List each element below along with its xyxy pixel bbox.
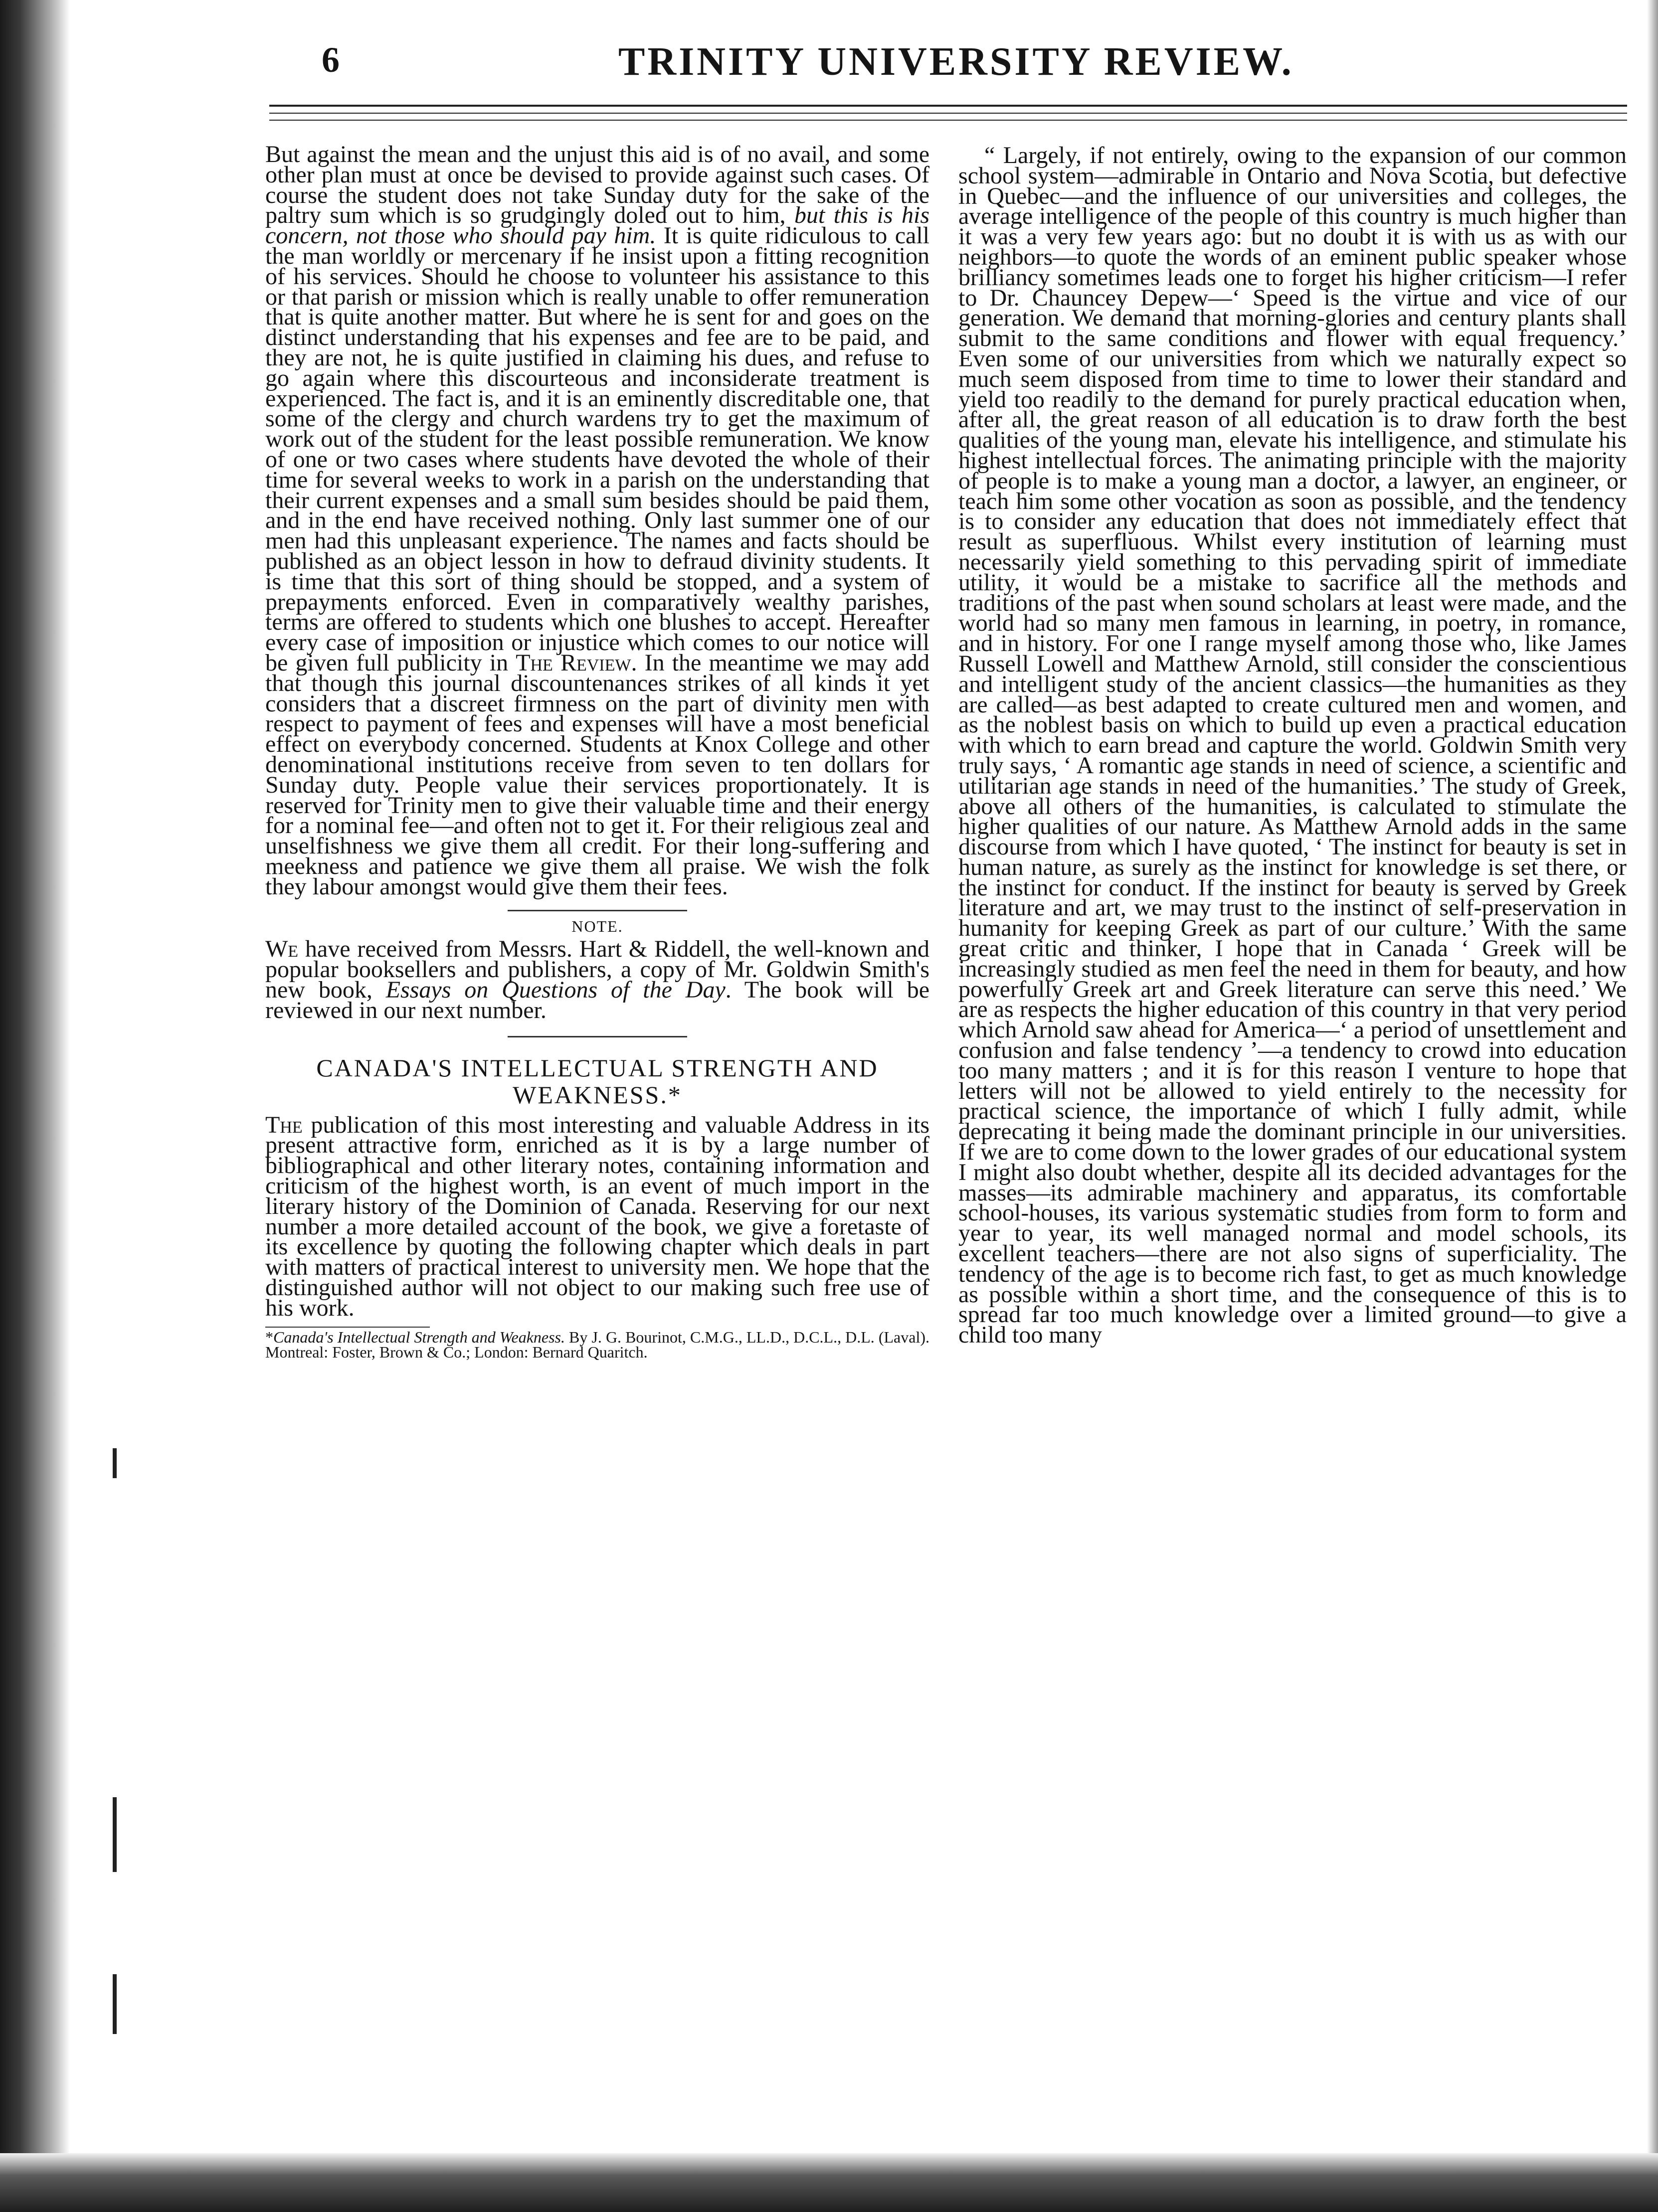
article-intro-paragraph: The publication of this most interesting and valuable Address in its present attractive form, enriched as it is by a large number of bibliographical and other literary notes, containing information and criticism of the highest worth, is an event of much import in the literary history of the Dominion of Canada. Reserving for our next number a more detailed account of the book, we give a foretaste of its excellence by quoting the following chapter which deals in part with matters of practical interest to university men. We hope that the distinguished author will not object to our making such free use of his work. — [265, 1111, 929, 1321]
article-title: CANADA'S INTELLECTUAL STRENGTH AND WEAKNESS.* — [316, 1053, 879, 1109]
section-divider-2 — [508, 1036, 687, 1037]
page-number: 6 — [322, 40, 340, 80]
quoted-chapter-paragraph: “ Largely, if not entirely, owing to the expansion of our common school system—admirable in Ontario and Nova Scotia, but defective in Quebec—and the influence of our universities and colleges, the average intelligence of the people of this country is much higher than it was a very few years ago: but no doubt it is with us as with our neighbors—to quote the words of an eminent public speaker whose brilliancy sometimes leads one to forget his higher criticism—I refer to Dr. Chauncey Depew—‘ Speed is the virtue and vice of our generation. We demand that morning-glories and century plants shall submit to the same conditions and flower with equal frequency.’ Even some of our universities from which we naturally expect so much seem disposed from time to time to lower their standard and yield too readily to the demand for purely practical education when, after all, the great reason of all education is to draw forth the best qualities of the young man, elevate his intelligence, and stimulate his highest intellectual forces. The animating principle with the majority of people is to make a young man a doctor, a lawyer, an engineer, or teach him some other vocation as soon as possible, and the tendency is to consider any education that does not immediately effect that result as superfluous. Whilst every institution of learning must necessarily yield something to this pervading spirit of immediate utility, it would be a mistake to sacrifice all the methods and traditions of the past when sound scholars at least were made, and the world had so many men famous in learning, in poetry, in romance, and in history. For one I range myself among those who, like James Russell Lowell and Matthew Arnold, still consider the conscientious and intelligent study of the ancient classics—the humanities as they are called—as best adapted to create cultured men and women, and as the noblest basis on which to build up even a practical education with which to earn bread and capture the world. Goldwin Smith very truly says, ‘ A romantic age stands in need of science, a scientific and utilitarian age stands in need of the humanities.’ The study of Greek, above all others of the humanities, is calculated to stimulate the higher qualities of our nature. As Matthew Arnold adds in the same discourse from which I have quoted, ‘ The instinct for beauty is set in human nature, as surely as the instinct for knowledge is set there, or the instinct for conduct. If the instinct for beauty is served by Greek literature and art, we may trust to the instinct of self-preservation in humanity for keeping Greek as part of our culture.’ With the same great critic and thinker, I hope that in Canada ‘ Greek will be increasingly studied as men feel the need in them for beauty, and how powerfully Greek art and Greek literature can serve this need.’ We are as respects the higher education of this country in that very period which Arnold saw ahead for America—‘ a period of unsettlement and confusion and false tendency ’—a tendency to crowd into education too many matters ; and it is for this reason I venture to hope that letters will not be allowed to yield entirely to the necessity for practical science, the importance of which I fully admit, while deprecating it being made the dominant principle in our universities. If we are to come down to the lower grades of our educational system I might also doubt whether, despite all its decided advantages for the masses—its admirable machinery and apparatus, its comfortable school-houses, its various systematic studies from form to form and year to year, its well managed normal and model schools, its excellent teachers—there are not also signs of superficiality. The tendency of the age is to become rich fast, to get as much knowledge as possible within a short time, and the consequence of this is to spread far too much knowledge over a limited ground—to give a child too many — [958, 142, 1627, 1349]
right-column — [958, 142, 1627, 1349]
left-column — [265, 141, 930, 1361]
editorial-paragraph: But against the mean and the unjust this aid is of no avail, and some other plan must at once be devised to provide against such cases. Of course the student does not take Sunday duty for the sake of the paltry sum which is so grudgingly doled out to him, but this is his concern, not those who should pay him. It is quite ridiculous to call the man worldly or mercenary if he insist upon a fitting recognition of his services. Should he choose to volunteer his assistance to this or that parish or mission which is really unable to offer remuneration that is quite another matter. But where he is sent for and goes on the distinct understanding that his expenses and fee are to be paid, and they are not, he is quite justified in claiming his dues, and refuse to go again where this discourteous and inconsiderate treatment is experienced. The fact is, and it is an eminently discreditable one, that some of the clergy and church wardens try to get the maximum of work out of the student for the least possible remuneration. We know of one or two cases where students have devoted the whole of their time for several weeks to work in a parish on the understanding that their current expenses and a small sum besides should be paid them, and in the end have received nothing. Only last summer one of our men had this unpleasant experience. The names and facts should be published as an object lesson in how to defraud divinity students. It is time that this sort of thing should be stopped, and a system of prepayments enforced. Even in comparatively wealthy parishes, terms are offered to students which one blushes to accept. Hereafter every case of imposition or injustice which comes to our notice will be given full publicity in The Review. In the meantime we may add that though this journal discountenances strikes of all kinds it yet considers that a discreet firmness on the part of divinity men with respect to payment of fees and expenses will have a most beneficial effect on everybody concerned. Students at Knox College and other denominational institutions receive from seven to ten dollars for Sunday duty. People value their services proportionately. It is reserved for Trinity men to give their valuable time and their energy for a nominal fee—and often not to get it. For their religious zeal and unselfishness we give them all credit. For their long-suffering and meekness and patience we give them all praise. We wish the folk they labour amongst would give them their fees. — [265, 141, 930, 900]
scan-edge-shadow — [1647, 0, 1658, 2212]
binding-mark-2 — [113, 1797, 117, 1872]
journal-title: TRINITY UNIVERSITY REVIEW. — [618, 40, 1294, 84]
scan-binding-shadow — [0, 0, 70, 2212]
header-rule-thin — [269, 113, 1627, 114]
page-header — [269, 39, 1627, 99]
binding-mark-1 — [113, 1448, 117, 1478]
note-heading: NOTE. — [571, 917, 623, 936]
header-rule-thick — [269, 105, 1627, 107]
footnote-rule — [265, 1327, 430, 1328]
header-rule-thin-2 — [269, 120, 1627, 121]
scan-bottom-shadow — [0, 2153, 1658, 2212]
section-divider — [508, 910, 687, 911]
note-paragraph: We have received from Messrs. Hart & Riddell, the well-known and popular booksellers and publishers, a copy of Mr. Goldwin Smith's new book, Essays on Questions of the Day. The book will be reviewed in our next number. — [265, 936, 930, 1023]
binding-mark-3 — [113, 1974, 117, 2034]
footnote: *Canada's Intellectual Strength and Weakness. By J. G. Bourinot, C.M.G., LL.D., D.C.L., D.L. (Laval). Montreal: Foster, Brown & Co.; London: Bernard Quaritch. — [265, 1328, 930, 1361]
